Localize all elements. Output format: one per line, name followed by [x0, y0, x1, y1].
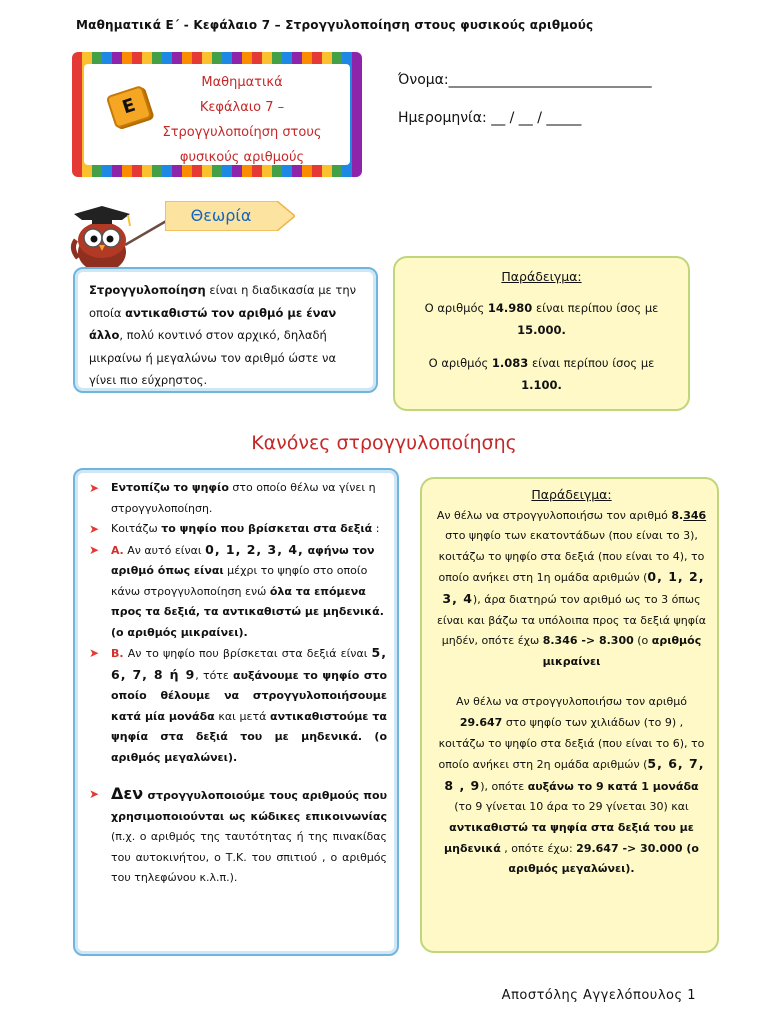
bullet-arrow-icon: ➤ — [89, 522, 100, 536]
example-1-title: Παράδειγμα: — [501, 269, 582, 284]
example-1-line-1: Ο αριθμός 14.980 είναι περίπου ίσος με 15.000. — [424, 300, 659, 337]
rule-b-round-up: ➤ Β. Αν το ψηφίο που βρίσκεται στα δεξιά είναι 5, 6, 7, 8 ή 9, τότε αυξάνουμε το ψηφίο στο οποίο θέλουμε να στρογγυλοποιήσουμε κατά μία μονάδα και μετά αντικαθιστούμε τα ψηφία στα δεξιά του με μηδενικά. (ο αριθμός μεγαλώνει). — [89, 645, 387, 764]
example-box-1 — [393, 256, 690, 411]
example-2-title: Παράδειγμα: — [531, 487, 612, 502]
definition-term: Στρογγυλοποίηση — [89, 283, 206, 297]
title-card-inner — [84, 64, 350, 165]
name-field[interactable]: Όνομα:_____________________________ — [398, 72, 652, 88]
definition-text: είναι η διαδικασία με την οποία — [89, 283, 357, 320]
definition-emphasis: αντικαθιστώ τον αριθμό με έναν άλλο — [89, 305, 337, 342]
bullet-arrow-icon: ➤ — [89, 787, 100, 801]
example-1-line-2: Ο αριθμός 1.083 είναι περίπου ίσος με 1.100. — [428, 355, 655, 392]
rules-heading: Κανόνες στρογγυλοποίησης — [251, 432, 517, 454]
title-line-1: Μαθηματικά — [201, 75, 283, 90]
owl-teacher-icon — [70, 200, 170, 270]
rule-a-round-down: ➤ Α. Αν αυτό είναι 0, 1, 2, 3, 4, αφήνω τον αριθμό όπως είναι μέχρι το ψηφίο στο οποίο κάνω στρογγυλοποίηση ενώ όλα τα επόμενα προς τα δεξιά, τα αντικαθιστώ με μηδενικά. (ο αριθμός μικραίνει). — [89, 541, 384, 639]
page-header: Μαθηματικά Ε΄ - Κεφάλαιο 7 – Στρογγυλοποίηση στους φυσικούς αριθμούς — [76, 18, 594, 32]
title-line-2: Κεφάλαιο 7 – — [199, 100, 285, 115]
date-field[interactable]: Ημερομηνία: __ / __ / _____ — [398, 110, 582, 126]
bullet-arrow-icon: ➤ — [89, 542, 100, 557]
title-line-3: Στρογγυλοποίηση στους — [162, 125, 322, 140]
footer-author-page: Αποστόλης Αγγελόπουλος 1 — [501, 988, 696, 1003]
grade-badge: Ε — [106, 85, 153, 129]
definition-text-end: , πολύ κοντινό στον αρχικό, δηλαδή μικραίνω ή μεγαλώνω τον αριθμό ώστε να γίνει πιο εύχρηστος. — [89, 328, 337, 387]
title-text — [134, 70, 350, 170]
example-2-paragraph-2: Αν θέλω να στρογγυλοποιήσω τον αριθμό 29.647 στο ψηφίο των χιλιάδων (το 9) , κοιτάζω το ψηφίο στα δεξιά (που είναι το 6), το οποίο ανήκει στη 2η ομάδα αριθμών (5, 6, 7, 8 , 9), οπότε αυξάνω το 9 κατά 1 μονάδα (το 9 γίνεται 10 άρα το 29 γίνεται 30) και αντικαθιστώ τα ψηφία στα δεξιά του με μηδενικά , οπότε έχω: 29.647 -> 30.000 (ο αριθμός μεγαλώνει). — [438, 695, 705, 876]
title-line-4: φυσικούς αριθμούς — [179, 150, 305, 165]
rules-box — [73, 468, 399, 956]
example-2-paragraph-1: Αν θέλω να στρογγυλοποιήσω τον αριθμό 8.346 στο ψηφίο των εκατοντάδων (που είναι το 3), κοιτάζω το ψηφίο στα δεξιά (που είναι το 4), το οποίο ανήκει στη 1η ομάδα αριθμών (0, 1, 2, 3, 4), άρα διατηρώ τον αριθμό ως το 3 όπως είναι και βάζω τα υπόλοιπα προς τα δεξιά ψηφία μηδέν, οπότε έχω 8.346 -> 8.300 (ο αριθμός μικραίνει — [436, 508, 707, 668]
theory-tag-label-wrap — [165, 201, 295, 231]
title-card — [72, 52, 362, 177]
bullet-arrow-icon: ➤ — [89, 481, 100, 495]
example-box-2 — [420, 477, 719, 953]
theory-label: Θεωρία — [190, 206, 252, 225]
rule-look-right: ➤ Κοιτάζω το ψηφίο που βρίσκεται στα δεξιά : — [89, 519, 387, 540]
bullet-arrow-icon: ➤ — [89, 646, 100, 660]
rule-locate-digit: ➤ Εντοπίζω το ψηφίο στο οποίο θέλω να γίνει η στρογγυλοποίηση. — [89, 478, 387, 519]
rule-no-rounding-codes: ➤ Δεν στρογγυλοποιούμε τους αριθμούς που χρησιμοποιούνται ως κώδικες επικοινωνίας (π.χ. ο αριθμός της ταυτότητας ή της πινακίδας του αυτοκινήτου, ο Τ.Κ. του σπιτιού , ο αριθμός του τηλεφώνου κ.λ.π.). — [89, 784, 387, 884]
definition-box — [73, 267, 378, 393]
